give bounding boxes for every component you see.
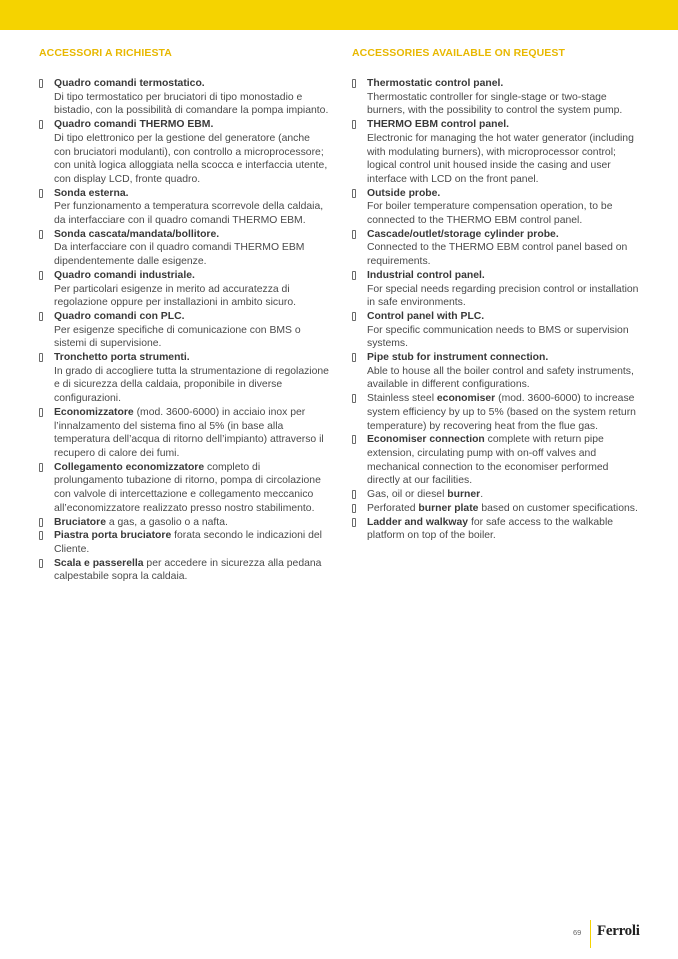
bullet-box-icon	[352, 312, 356, 321]
item-description: .	[480, 489, 484, 501]
top-yellow-band	[0, 0, 678, 30]
item-title: Sonda esterna.	[54, 187, 129, 199]
bullet-box-icon	[39, 353, 43, 362]
bullet-box-icon	[39, 559, 43, 568]
item-title: economiser	[436, 393, 496, 405]
list-item	[39, 77, 329, 118]
list-item	[352, 187, 642, 228]
bullet-box-icon	[39, 189, 43, 198]
bullet-box-icon	[352, 394, 356, 403]
item-title: Piastra porta bruciatore	[54, 530, 172, 542]
bullet-box-icon	[39, 463, 43, 472]
item-description: Da interfacciare con il quadro comandi THERMO EBM dipendentemente dalle esigenze.	[54, 242, 305, 268]
item-description: Di tipo termostatico per bruciatori di tipo monostadio e bistadio, con la possibilità di comandare la pompa impianto.	[54, 91, 329, 117]
item-title: Quadro comandi THERMO EBM.	[54, 119, 214, 131]
list-item	[39, 310, 329, 351]
item-title: Quadro comandi termostatico.	[54, 78, 205, 89]
list-item	[352, 269, 642, 310]
item-title: Collegamento economizzatore	[54, 461, 205, 473]
item-title: Tronchetto porta strumenti.	[54, 352, 190, 364]
item-title: Economiser connection	[367, 434, 485, 446]
item-description: Per particolari esigenze in merito ad accuratezza di regolazione oppure per installazioni in ambito sicuro.	[54, 283, 297, 309]
italian-column	[39, 46, 329, 584]
item-description: (mod. 3600-6000) to increase system efficiency by up to 5% (based on the system return temperature) by recovering heat from the flue gas.	[367, 393, 636, 432]
item-description: (mod. 3600-6000) in acciaio inox per l’innalzamento del sistema fino al 5% (in base alla temperatura dell’acqua di ritorno dell’impianto) attraverso il recupero di calore dei fumi.	[54, 406, 324, 459]
bullet-box-icon	[39, 408, 43, 417]
item-description: per accedere in sicurezza alla pedana calpestabile sopra la caldaia.	[54, 557, 322, 583]
list-item	[39, 187, 329, 228]
bullet-box-icon	[39, 312, 43, 321]
bullet-box-icon	[352, 518, 356, 527]
bullet-box-icon	[39, 230, 43, 239]
bullet-box-icon	[352, 230, 356, 239]
bullet-box-icon	[352, 490, 356, 499]
item-title: burner plate	[418, 502, 479, 514]
item-description: based on customer specifications.	[478, 502, 638, 514]
item-title: Sonda cascata/mandata/bollitore.	[54, 228, 220, 240]
list-item	[39, 228, 329, 269]
list-item	[39, 406, 329, 461]
item-prefix-text: Gas, oil or diesel	[367, 489, 448, 501]
item-description: Able to house all the boiler control and safety instruments, available in different configurations.	[367, 365, 634, 391]
list-item	[352, 310, 642, 351]
ferroli-logo: Ferroli	[597, 923, 640, 939]
footer-divider	[590, 920, 591, 948]
list-item	[352, 228, 642, 269]
item-description: for safe access to the walkable platform on top of the boiler.	[367, 516, 614, 542]
item-title: Pipe stub for instrument connection.	[367, 352, 549, 364]
bullet-box-icon	[39, 518, 43, 527]
item-title: Scala e passerella	[54, 557, 144, 569]
list-item	[39, 351, 329, 406]
item-description: Electronic for managing the hot water generator (including with modulating burners), with microprocessor control; logical control unit housed inside the casing and user interface with LCD on the front panel.	[367, 132, 634, 185]
english-accessory-list	[352, 77, 642, 543]
list-item	[352, 516, 642, 543]
item-description: Thermostatic controller for single-stage or two-stage burners, with the possibility to control the system pump.	[367, 91, 623, 117]
item-title: Thermostatic control panel.	[367, 78, 504, 89]
item-title: Economizzatore	[54, 406, 134, 418]
english-heading: ACCESSORIES AVAILABLE ON REQUEST	[352, 47, 566, 59]
item-description: Per funzionamento a temperatura scorrevole della caldaia, da interfacciare con il quadro comandi THERMO EBM.	[54, 201, 324, 227]
list-item	[352, 118, 642, 187]
list-item	[39, 118, 329, 187]
bullet-box-icon	[352, 271, 356, 280]
list-item	[39, 461, 329, 516]
item-prefix-text: Perforated	[367, 502, 419, 514]
item-prefix-text: Stainless steel	[367, 393, 437, 405]
item-description: In grado di accogliere tutta la strumentazione di regolazione e di sicurezza della caldaia, proponibile in diverse configurazioni.	[54, 365, 329, 405]
bullet-box-icon	[352, 79, 356, 88]
list-item	[352, 488, 642, 502]
item-title: Bruciatore	[54, 516, 106, 528]
english-column	[352, 46, 642, 543]
item-description: complete with return pipe extension, circulating pump with on-off valves and mechanical connection to the economiser performed directly at our facilities.	[367, 434, 609, 487]
item-description: For specific communication needs to BMS or supervision systems.	[367, 324, 629, 350]
item-description: Di tipo elettronico per la gestione del generatore (anche con bruciatori modulanti), con controllo a microprocessore; con unità logica alloggiata nella scocca e interfaccia utente, con display LCD, fronte quadro.	[54, 132, 328, 185]
item-description: forata secondo le indicazioni del Cliente.	[54, 530, 322, 555]
bullet-box-icon	[39, 120, 43, 129]
item-description: Connected to the THERMO EBM control panel based on requirements.	[367, 242, 628, 268]
list-item	[352, 351, 642, 392]
bullet-box-icon	[39, 79, 43, 88]
list-item	[352, 502, 642, 516]
list-item	[39, 269, 329, 310]
bullet-box-icon	[352, 353, 356, 362]
list-item	[352, 433, 642, 488]
item-description: For special needs regarding precision control or installation in safe environments.	[367, 283, 639, 309]
bullet-box-icon	[352, 120, 356, 129]
bullet-box-icon	[352, 504, 356, 513]
item-title: Industrial control panel.	[367, 269, 485, 281]
item-description: For boiler temperature compensation operation, to be connected to the THERMO EBM control panel.	[367, 201, 613, 227]
list-item	[39, 516, 329, 530]
item-title: Outside probe.	[367, 187, 441, 199]
item-title: Ladder and walkway	[367, 516, 469, 528]
item-title: THERMO EBM control panel.	[367, 119, 510, 131]
italian-accessory-list	[39, 77, 329, 584]
list-item	[352, 77, 642, 118]
item-title: Cascade/outlet/storage cylinder probe.	[367, 228, 559, 240]
item-description: completo di prolungamento tubazione di ritorno, pompa di circolazione con valvole di intercettazione e collegamento meccanico all’economizzatore realizzato presso nostro stabilimento.	[54, 461, 321, 514]
item-description: Per esigenze specifiche di comunicazione con BMS o sistemi di supervisione.	[54, 324, 301, 350]
page-number: 69	[573, 928, 582, 937]
bullet-box-icon	[39, 271, 43, 280]
bullet-box-icon	[352, 189, 356, 198]
item-title: Control panel with PLC.	[367, 310, 485, 322]
item-description: a gas, a gasolio o a nafta.	[105, 516, 228, 528]
list-item	[39, 529, 329, 556]
list-item	[352, 392, 642, 433]
item-title: burner	[447, 489, 481, 501]
italian-heading: ACCESSORI A RICHIESTA	[39, 47, 172, 59]
item-title: Quadro comandi industriale.	[54, 269, 195, 281]
list-item	[39, 557, 329, 584]
bullet-box-icon	[352, 435, 356, 444]
bullet-box-icon	[39, 531, 43, 540]
item-title: Quadro comandi con PLC.	[54, 310, 185, 322]
